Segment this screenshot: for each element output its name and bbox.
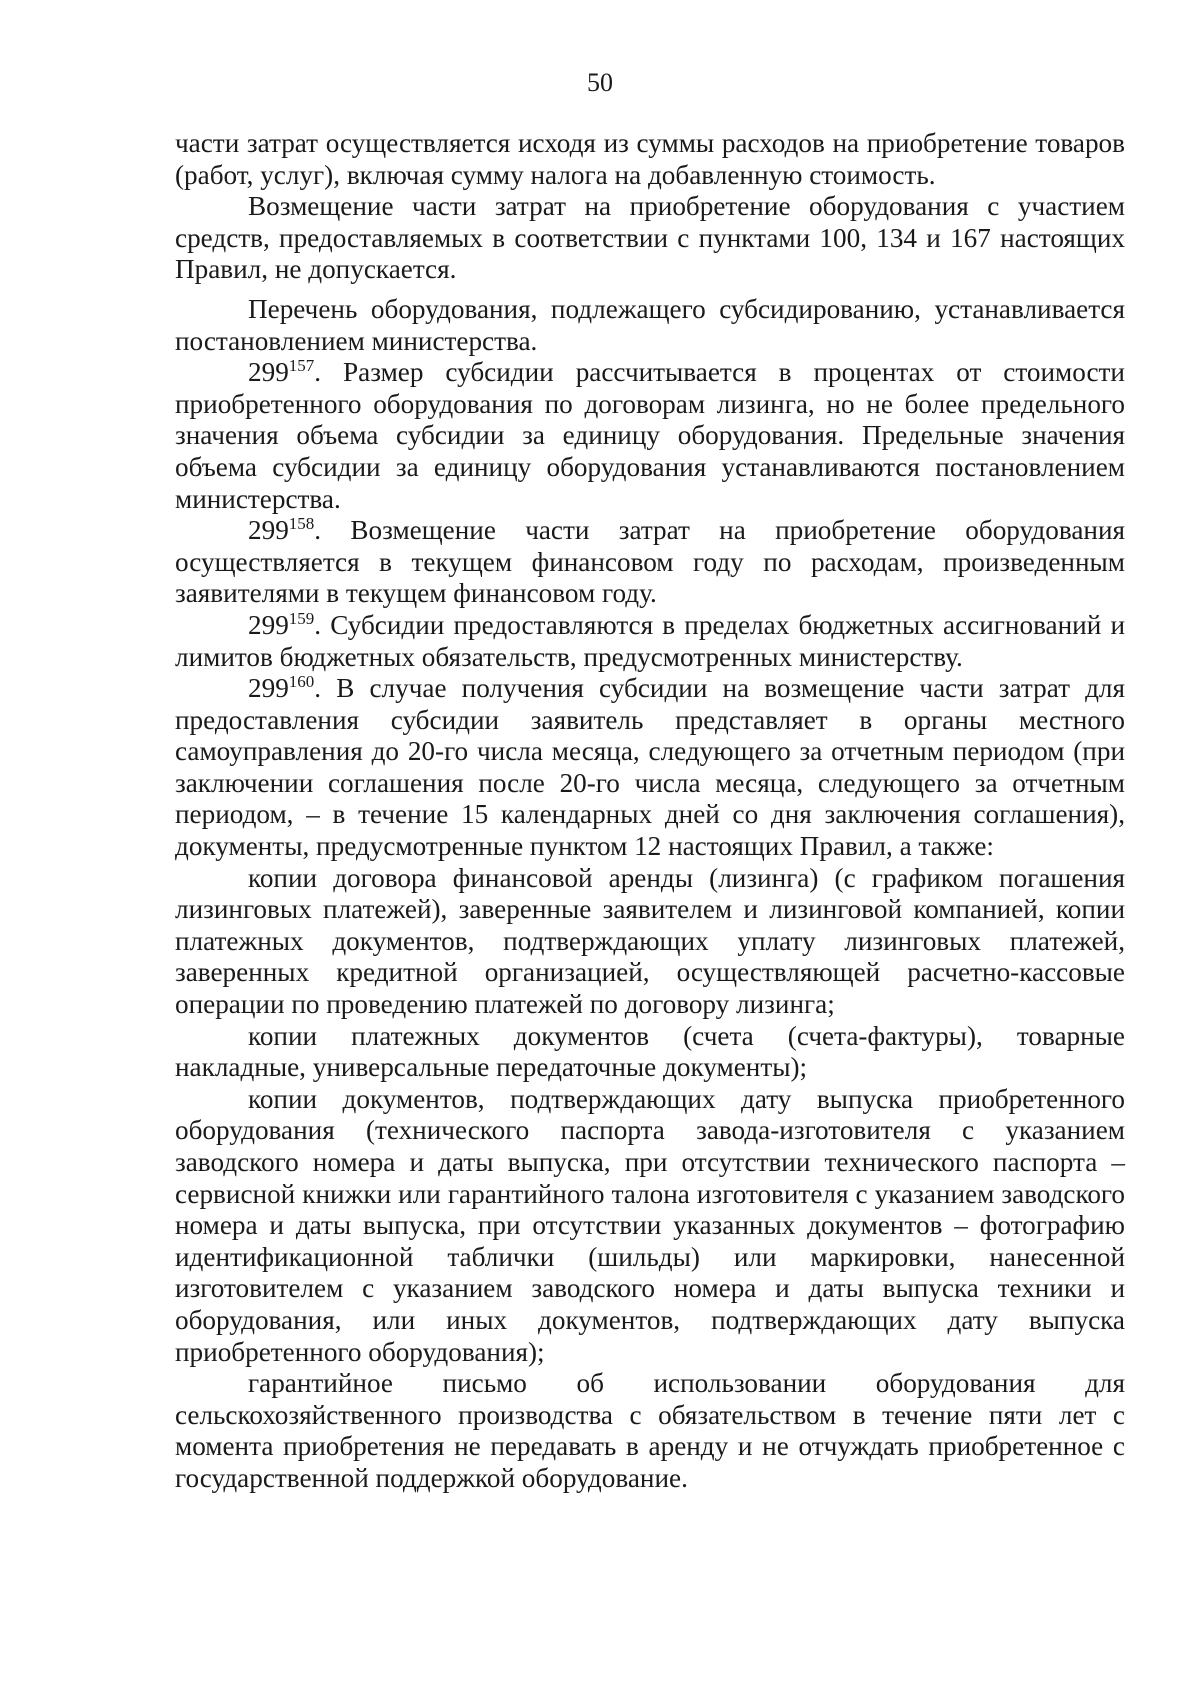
clause-299-158: [175, 515, 1125, 610]
paragraph-text: гарантийное письмо об использовании оборудования для сельскохозяйственного производства с обязательством в течение пяти лет с момента приобретения не передавать в аренду и не отчуждать приобретенное с государственной поддержкой оборудование.: [175, 1368, 1125, 1493]
paragraph-continuation: [175, 128, 1125, 191]
paragraph-text: . Субсидии предоставляются в пределах бюджетных ассигнований и лимитов бюджетных обязательств, предусмотренных министерству.: [175, 609, 1125, 672]
paragraph-text: части затрат осуществляется исходя из суммы расходов на приобретение товаров (работ, услуг), включая сумму налога на добавленную стоимость.: [175, 128, 1125, 190]
paragraph-text: копии платежных документов (счета (счета-фактуры), товарные накладные, универсальные передаточные документы);: [175, 1020, 1125, 1083]
list-item-payment-documents: [175, 1021, 1125, 1084]
page-number: 50: [587, 68, 613, 97]
clause-299-159: [175, 610, 1125, 673]
paragraph-text: копии договора финансовой аренды (лизинга) (с графиком погашения лизинговых платежей), заверенные заявителем и лизинговой компанией, копии платежных документов, подтверждающих уплату лизинговых платежей, заверенных кредитной организацией, осуществляющей расчетно-кассовые операции по проведению платежей по договору лизинга;: [175, 862, 1125, 1020]
clause-number: 299: [248, 609, 289, 640]
list-item-guarantee-letter: [175, 1368, 1125, 1494]
paragraph-text: Перечень оборудования, подлежащего субсидированию, устанавливается постановлением министерства.: [175, 293, 1125, 356]
clause-299-160: [175, 673, 1125, 863]
clause-number: 299: [248, 357, 289, 388]
paragraph-text: . Возмещение части затрат на приобретение оборудования осуществляется в текущем финансовом году по расходам, произведенным заявителями в текущем финансовом году.: [175, 515, 1125, 609]
paragraph-text: . Размер субсидии рассчитывается в процентах от стоимости приобретенного оборудования по договорам лизинга, но не более предельного значения объема субсидии за единицу оборудования. Предельные значения объема субсидии за единицу оборудования устанавливаются постановлением министерства.: [175, 357, 1125, 514]
paragraph-text: Возмещение части затрат на приобретение оборудования с участием средств, предоставляемых в соответствии с пунктами 100, 134 и 167 настоящих Правил, не допускается.: [175, 191, 1125, 285]
paragraph-text: . В случае получения субсидии на возмещение части затрат для предоставления субсидии заявитель представляет в органы местного самоуправления до 20-го числа месяца, следующего за отчетным периодом (при заключении соглашения после 20-го числа месяца, следующего за отчетным периодом, – в течение 15 календарных дней со дня заключения соглашения), документы, предусмотренные пунктом 12 настоящих Правил, а также:: [175, 673, 1125, 862]
clause-number: 299: [248, 515, 289, 546]
document-body: [175, 128, 1125, 1495]
paragraph-equipment-list: [175, 294, 1125, 357]
list-item-leasing-contract: [175, 863, 1125, 1021]
clause-number: 299: [248, 673, 289, 704]
paragraph-text: копии документов, подтверждающих дату выпуска приобретенного оборудования (технического паспорта завода-изготовителя с указанием заводского номера и даты выпуска, при отсутствии технического паспорта – сервисной книжки или гарантийного талона изготовителя с указанием заводского номера и даты выпуска, при отсутствии указанных документов – фотографию идентификационной таблички (шильды) или маркировки, нанесенной изготовителем с указанием заводского номера и даты выпуска техники и оборудования, или иных документов, подтверждающих дату выпуска приобретенного оборудования);: [175, 1083, 1125, 1367]
clause-superscript: 159: [288, 608, 315, 628]
clause-superscript: 158: [288, 514, 315, 534]
clause-superscript: 160: [288, 672, 315, 692]
clause-superscript: 157: [288, 356, 315, 376]
clause-299-157: [175, 357, 1125, 515]
list-item-release-date-documents: [175, 1084, 1125, 1368]
paragraph-equipment-exclusion: [175, 191, 1125, 286]
